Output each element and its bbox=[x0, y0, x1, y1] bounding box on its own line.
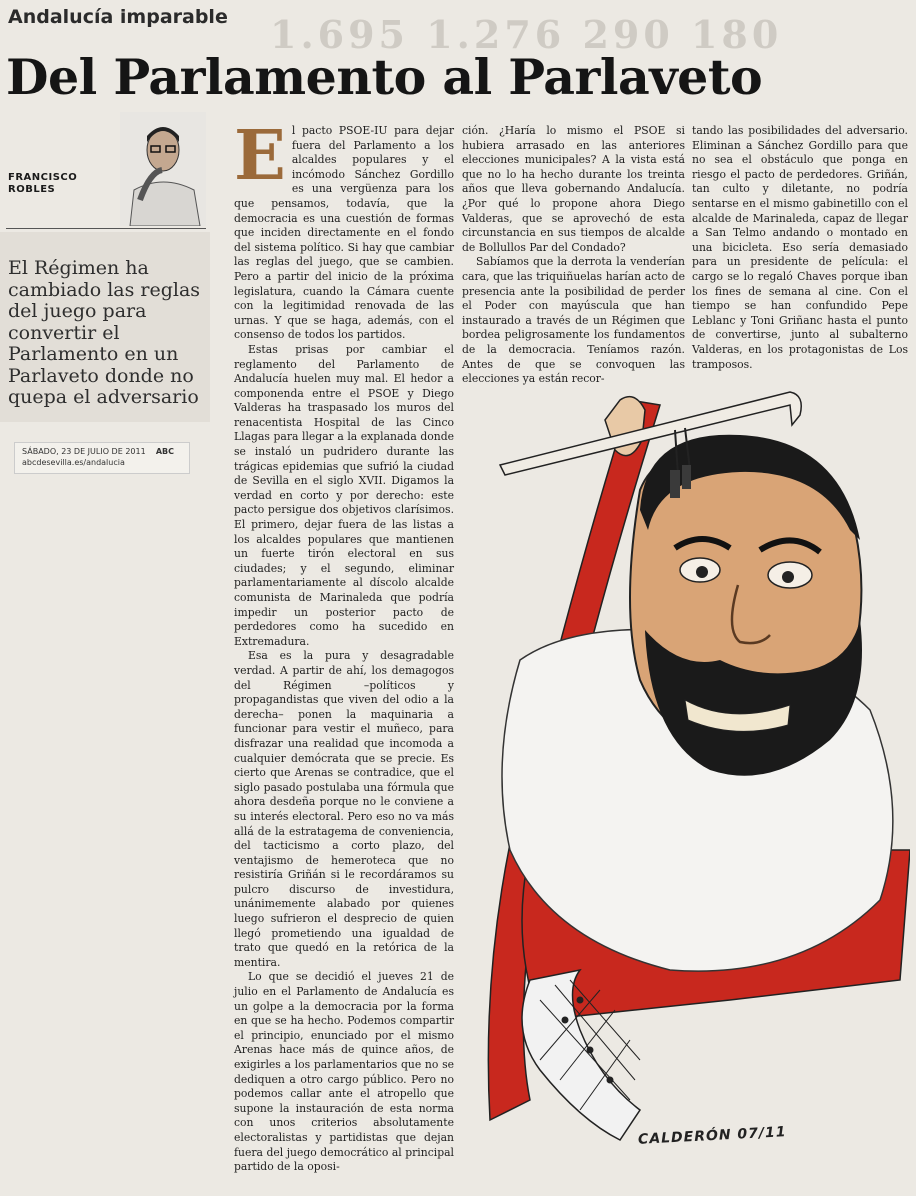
article-column-1 bbox=[234, 116, 454, 1175]
byline-divider bbox=[6, 228, 206, 229]
paragraph: l pacto PSOE-IU para dejar fuera del Parlamento a los alcaldes populares y el incómodo Sánchez Gordillo es una vergüenza para los que pensamos, todavía, que la democracia es una cuestión de formas que inciden directamente en el fondo del sistema político. Si hay que cambiar las reglas del juego, que se cambien. Pero a partir del inicio de la próxima legislatura, cuando la Cámara cuente con la legitimidad renovada de las urnas. Y que se haga, además, con el consenso de todos los partidos. bbox=[234, 124, 454, 342]
dateline-paper: ABC bbox=[155, 447, 175, 456]
paragraph: Esa es la pura y desagradable verdad. A partir de ahí, los demagogos del Régimen –políticos y propagandistas que viven del odio a la derecha– ponen la maquinaria a funcionar para vestir el muñeco, para disfrazar una realidad que incomoda a cualquier demócrata que se precie. Es cierto que Arenas se contradice, que el siglo pasado postulaba una fórmula que ahora desdeña porque no le conviene a su interés electoral. Pero eso no va más allá de la estratagema de conveniencia, del tacticismo a corto plazo, del ventajismo de hemeroteca que no resistiría Griñán si le recordáramos su pulcro discurso de investidura, unánimemente alabado por quienes luego sufrieron el desprecio de quien llegó prometiendo una igualdad de trato que quedó en la retórica de la mentira. bbox=[234, 649, 454, 969]
dropcap: E bbox=[234, 116, 286, 196]
paragraph: Sabíamos que la derrota la venderían cara, que las triquiñuelas harían acto de presencia ante la posibilidad de perder el Poder con mayúscula que han instaurado a través de un Régimen que bordea peligrosamente los fundamentos de la democracia. Teníamos razón. Antes de que se convoquen las elecciones ya están recor- bbox=[462, 255, 685, 386]
author-byline bbox=[8, 172, 77, 196]
author-photo bbox=[120, 112, 206, 226]
dateline-date: SÁBADO, 23 DE JULIO DE 2011 bbox=[22, 447, 146, 456]
paragraph: Lo que se decidió el jueves 21 de julio en el Parlamento de Andalucía es un golpe a la democracia por la forma en que se ha hecho. Podemos compartir el principio, enunciado por el mismo Arenas hace más de quince años, de exigirles a los parlamentarios que no se dediquen a otro cargo público. Pero no podemos callar ante el atropello que supone la instauración de esta norma con unos criterios absolutamente electoralistas y partidistas que dejan fuera del juego democrático al principal partido de la oposi- bbox=[234, 970, 454, 1174]
article-column-3 bbox=[692, 124, 908, 372]
author-last-name: ROBLES bbox=[8, 184, 56, 195]
author-first-name: FRANCISCO bbox=[8, 172, 78, 183]
headline: Del Parlamento al Parlaveto bbox=[6, 48, 763, 106]
dateline-web: abcdesevilla.es/andalucia bbox=[22, 458, 125, 467]
section-tag: Andalucía imparable bbox=[8, 6, 228, 28]
dateline bbox=[22, 446, 174, 468]
background-bleed-text: 1.695 1.276 290 180 bbox=[270, 12, 783, 57]
paragraph: tando las posibilidades del adversario. Eliminan a Sánchez Gordillo para que no sea el obstáculo que ponga en riesgo el pacto de perdedores. Griñán, tan culto y diletante, no podría sentarse en el mismo gabinetillo con el alcalde de Marinaleda, capaz de llegar a San Telmo andando o montado en una bicicleta. Eso sería demasiado para un presidente de película: el cargo se lo regaló Chaves porque iban los fines de semana al cine. Con el tiempo se han confundido Pepe Leblanc y Toni Griñanc hasta el punto de convertirse, junto al subalterno Valderas, en los protagonistas de Los tramposos. bbox=[692, 124, 908, 371]
cartoon-signature: CALDERÓN 07/11 bbox=[637, 1124, 787, 1148]
paragraph: ción. ¿Haría lo mismo el PSOE si hubiera arrasado en las anteriores elecciones municipales? A la vista está que no lo ha hecho durante los treinta años que lleva gobernando Andalucía. ¿Por qué lo propone ahora Diego Valderas, que se aprovechó de esta circunstancia en sus tiempos de alcalde de Bollullos Par del Condado? bbox=[462, 124, 685, 254]
pullquote: El Régimen ha cambiado las reglas del juego para convertir el Parlamento en un Parlaveto donde no quepa el adversario bbox=[8, 257, 201, 408]
article-column-2 bbox=[462, 124, 685, 387]
caricature-illustration bbox=[470, 380, 910, 1170]
paragraph: Estas prisas por cambiar el reglamento del Parlamento de Andalucía huelen muy mal. El hedor a componenda entre el PSOE y Diego Valderas ha traspasado los muros del renacentista Hospital de las Cinco Llagas para llegar a la explanada donde se instaló un pudridero durante las trágicas epidemias que sufrió la ciudad de Sevilla en el siglo XVII. Digamos la verdad en corto y por derecho: este pacto persigue dos objetivos clarísimos. El primero, dejar fuera de las listas a los alcaldes populares que mantienen un fuerte tirón electoral en sus ciudades; y el segundo, eliminar parlamentariamente al díscolo alcalde comunista de Marinaleda que podría impedir un posterior pacto de perdedores como ha sucedido en Extremadura. bbox=[234, 342, 454, 648]
